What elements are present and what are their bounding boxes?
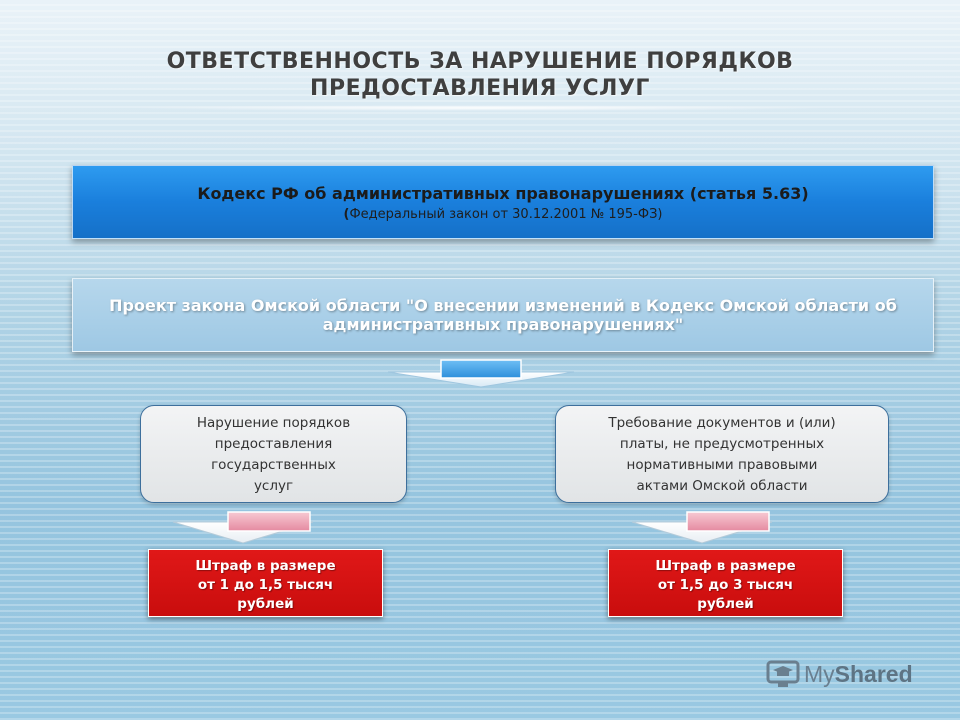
mortarboard-icon [766, 659, 800, 689]
violation-left-box [140, 405, 407, 503]
slide-title [0, 48, 960, 102]
title-glow-divider [120, 105, 840, 111]
violation-left-line3: государственных [211, 457, 336, 473]
law-code-subtitle [73, 207, 933, 222]
down-arrow-center-icon [388, 356, 574, 388]
violation-right-line2: платы, не предусмотренных [619, 436, 825, 452]
down-arrow-left-icon [173, 508, 313, 544]
fine-left-line2: от 1 до 1,5 тысяч [197, 577, 334, 593]
watermark-my: My [804, 660, 835, 687]
fine-left-line3: рублей [237, 596, 294, 612]
violation-left-line1: Нарушение порядков [196, 415, 351, 431]
fine-right-line1: Штраф в размере [655, 558, 796, 574]
slide-title-line2: ПРЕДОСТАВЛЕНИЯ УСЛУГ [310, 76, 650, 101]
fine-right-line2: от 1,5 до 3 тысяч [657, 577, 794, 593]
slide-title-line1: ОТВЕТСТВЕННОСТЬ ЗА НАРУШЕНИЕ ПОРЯДКОВ [166, 49, 794, 74]
project-law-text: Проект закона Омской области "О внесении изменений в Кодекс Омской области об административных правонарушениях" [109, 296, 897, 334]
project-law-box [72, 278, 934, 352]
fine-left-line1: Штраф в размере [195, 558, 336, 574]
fine-right-line3: рублей [697, 596, 754, 612]
violation-right-line1: Требование документов и (или) [608, 415, 836, 431]
law-code-federal-law: Федеральный закон от 30.12.2001 № 195-ФЗ) [349, 207, 663, 222]
watermark-shared: Shared [834, 660, 913, 687]
violation-right-line3: нормативными правовыми [626, 457, 818, 473]
fine-right-box [608, 549, 843, 617]
violation-right-line4: актами Омской области [636, 478, 808, 494]
law-code-paren: ( [343, 207, 350, 222]
fine-left-box [148, 549, 383, 617]
myshared-watermark [766, 656, 913, 692]
violation-left-line2: предоставления [214, 436, 333, 452]
violation-right-box [555, 405, 889, 503]
down-arrow-right-icon [632, 508, 772, 544]
violation-left-line4: услуг [253, 478, 294, 494]
law-code-box [72, 165, 934, 239]
law-code-title: Кодекс РФ об административных правонарушениях (статья 5.63) [197, 184, 809, 203]
